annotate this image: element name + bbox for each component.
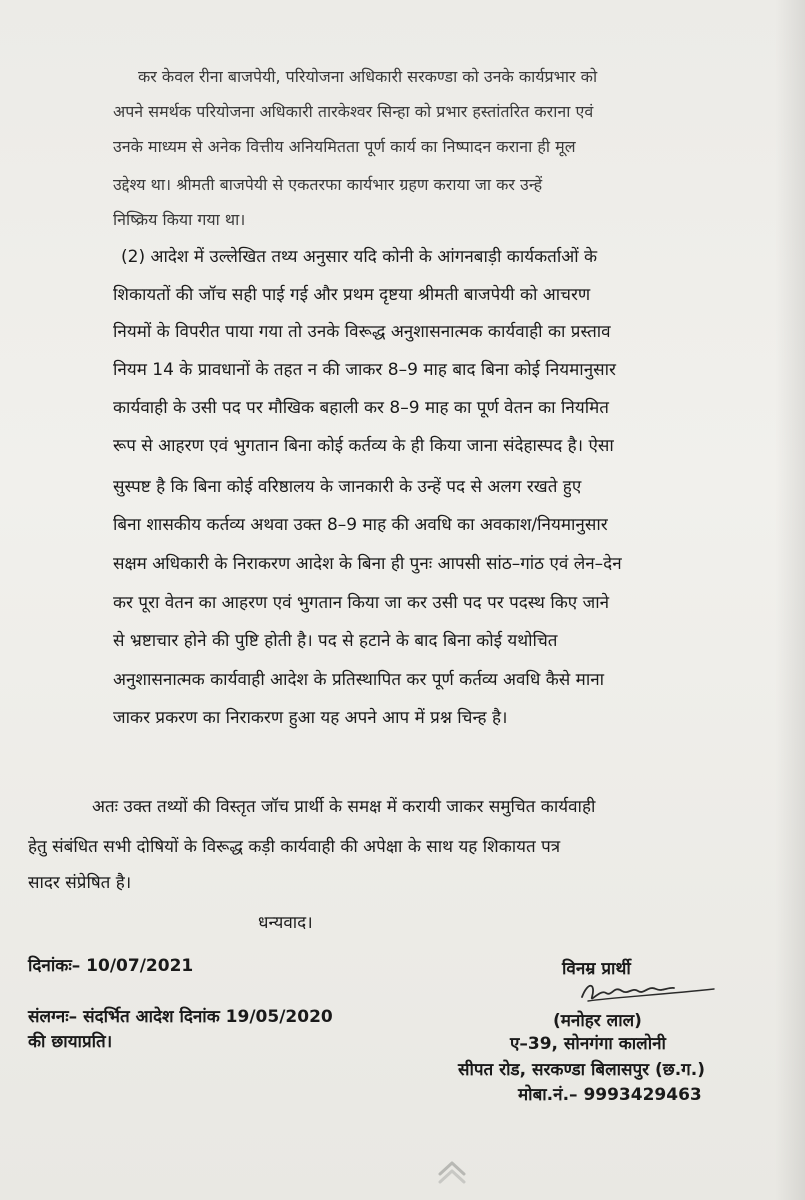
para2-line: सक्षम अधिकारी के निराकरण आदेश के बिना ही पुनः आपसी सांठ–गांठ एवं लेन–देन xyxy=(113,554,622,574)
date-line: दिनांकः– 10/07/2021 xyxy=(28,956,194,976)
para2-line: नियम 14 के प्रावधानों के तहत न की जाकर 8–9 माह बाद बिना कोई नियमानुसार xyxy=(113,360,616,380)
para2-line: जाकर प्रकरण का निराकरण हुआ यह अपने आप में प्रश्न चिन्ह है। xyxy=(113,708,508,728)
para2-line: से भ्रष्टाचार होने की पुष्टि होती है। पद से हटाने के बाद बिना कोई यथोचित xyxy=(113,631,558,651)
para1-line: उनके माध्यम से अनेक वित्तीय अनियमितता पूर्ण कार्य का निष्पादन कराना ही मूल xyxy=(113,137,576,156)
para2-line: नियमों के विपरीत पाया गया तो उनके विरूद्ध अनुशासनात्मक कार्यवाही का प्रस्ताव xyxy=(113,322,611,342)
para2-line: बिना शासकीय कर्तव्य अथवा उक्त 8–9 माह की अवधि का अवकाश/नियमानुसार xyxy=(113,515,608,535)
address-line: ए–39, सोनगंगा कालोनी xyxy=(510,1034,666,1054)
para1-line: निष्क्रिय किया गया था। xyxy=(113,210,246,229)
enclosure-line: संलग्नः– संदर्भित आदेश दिनांक 19/05/2020 xyxy=(28,1007,333,1027)
chevron-up-icon[interactable] xyxy=(432,1152,472,1188)
para2-line: शिकायतों की जॉच सही पाई गई और प्रथम दृष्टया श्रीमती बाजपेयी को आचरण xyxy=(113,285,591,305)
address-line: सीपत रोड, सरकण्डा बिलासपुर (छ.ग.) xyxy=(458,1060,705,1080)
para2-line: (2) आदेश में उल्लेखित तथ्य अनुसार यदि कोनी के आंगनबाड़ी कार्यकर्ताओं के xyxy=(121,247,598,267)
closing-text: विनम्र प्रार्थी xyxy=(562,959,631,979)
enclosure-line: की छायाप्रति। xyxy=(28,1032,113,1052)
para3-line: अतः उक्त तथ्यों की विस्तृत जॉच प्रार्थी के समक्ष में करायी जाकर समुचित कार्यवाही xyxy=(92,797,596,817)
para2-line: कर पूरा वेतन का आहरण एवं भुगतान किया जा कर उसी पद पर पदस्थ किए जाने xyxy=(113,593,610,613)
thanks-text: धन्यवाद। xyxy=(258,913,313,933)
para2-line: अनुशासनात्मक कार्यवाही आदेश के प्रतिस्थापित कर पूर्ण कर्तव्य अवधि कैसे माना xyxy=(113,670,605,690)
sender-name: (मनोहर लाल) xyxy=(553,1011,642,1031)
para2-line: रूप से आहरण एवं भुगतान बिना कोई कर्तव्य के ही किया जाना संदेहास्पद है। ऐसा xyxy=(113,436,614,456)
para1-line: अपने समर्थक परियोजना अधिकारी तारकेश्वर सिन्हा को प्रभार हस्तांतरित कराना एवं xyxy=(113,102,594,121)
para1-line: उद्देश्य था। श्रीमती बाजपेयी से एकतरफा कार्यभार ग्रहण कराया जा कर उन्हें xyxy=(113,175,543,194)
mobile-line: मोबा.नं.– 9993429463 xyxy=(518,1085,702,1105)
para1-line: कर केवल रीना बाजपेयी, परियोजना अधिकारी सरकण्डा को उनके कार्यप्रभार को xyxy=(138,67,598,86)
para3-line: सादर संप्रेषित है। xyxy=(28,873,132,893)
signature-icon xyxy=(578,975,718,1011)
para2-line: कार्यवाही के उसी पद पर मौखिक बहाली कर 8–9 माह का पूर्ण वेतन का नियमित xyxy=(113,398,609,418)
para2-line: सुस्पष्ट है कि बिना कोई वरिष्ठालय के जानकारी के उन्हें पद से अलग रखते हुए xyxy=(113,477,582,497)
page-edge-shadow xyxy=(775,0,805,1200)
para3-line: हेतु संबंधित सभी दोषियों के विरूद्ध कड़ी कार्यवाही की अपेक्षा के साथ यह शिकायत पत्र xyxy=(28,837,561,857)
